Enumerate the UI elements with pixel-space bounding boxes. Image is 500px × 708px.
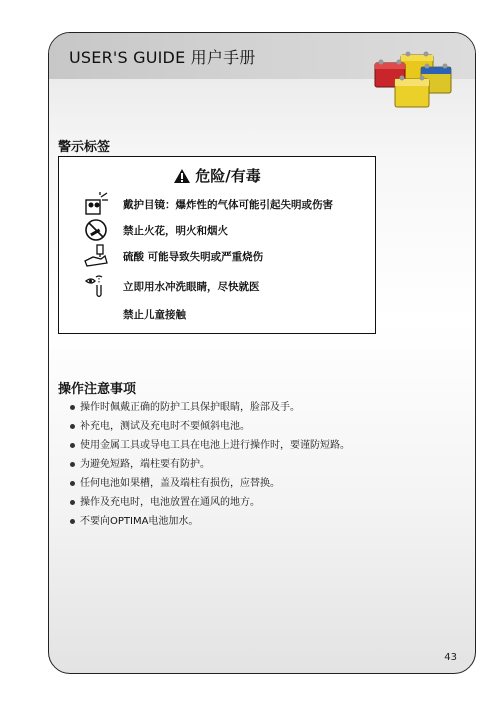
no-fire-smoking-icon bbox=[83, 217, 109, 243]
list-item: 补充电，测试及充电时不要倾斜电池。 bbox=[70, 417, 350, 436]
warning-item-text: 硫酸 可能导致失明或严重烧伤 bbox=[123, 250, 264, 263]
header-title: USER'S GUIDE 用户手册 bbox=[69, 48, 256, 67]
list-item: 为避免短路，端柱要有防护。 bbox=[70, 455, 350, 474]
batteries-image bbox=[371, 49, 455, 111]
warning-item bbox=[83, 301, 186, 327]
list-item: 操作时佩戴正确的防护工具保护眼睛，脸部及手。 bbox=[70, 398, 350, 417]
warning-box-title: 危险/有毒 bbox=[195, 167, 261, 185]
warning-item-text: 戴护目镜：爆炸性的气体可能引起失明或伤害 bbox=[123, 198, 333, 211]
warning-box-title-row bbox=[59, 165, 375, 186]
operation-list bbox=[70, 398, 350, 531]
acid-corrosion-icon bbox=[83, 243, 109, 269]
warning-item bbox=[83, 217, 228, 243]
eye-protection-explosion-icon bbox=[83, 191, 109, 217]
warning-triangle-icon bbox=[173, 168, 191, 184]
page-number: 43 bbox=[444, 652, 457, 663]
operation-section-title: 操作注意事项 bbox=[58, 382, 137, 397]
list-item: 操作及充电时，电池放置在通风的地方。 bbox=[70, 493, 350, 512]
warning-item bbox=[83, 273, 260, 299]
list-item: 使用金属工具或导电工具在电池上进行操作时，要谨防短路。 bbox=[70, 436, 350, 455]
warning-section-title: 警示标签 bbox=[58, 140, 111, 155]
warning-item-text: 立即用水冲洗眼睛，尽快就医 bbox=[123, 280, 260, 293]
warning-item-text: 禁止火花，明火和烟火 bbox=[123, 224, 228, 237]
warning-item bbox=[83, 243, 263, 269]
list-item: 不要向OPTIMA电池加水。 bbox=[70, 512, 350, 531]
warning-item-text: 禁止儿童接触 bbox=[123, 308, 186, 321]
warning-box bbox=[58, 156, 376, 334]
eye-wash-icon bbox=[83, 273, 109, 299]
page-card bbox=[48, 32, 476, 674]
warning-item bbox=[83, 191, 333, 217]
list-item: 任何电池如果槽，盖及端柱有损伤，应替换。 bbox=[70, 474, 350, 493]
